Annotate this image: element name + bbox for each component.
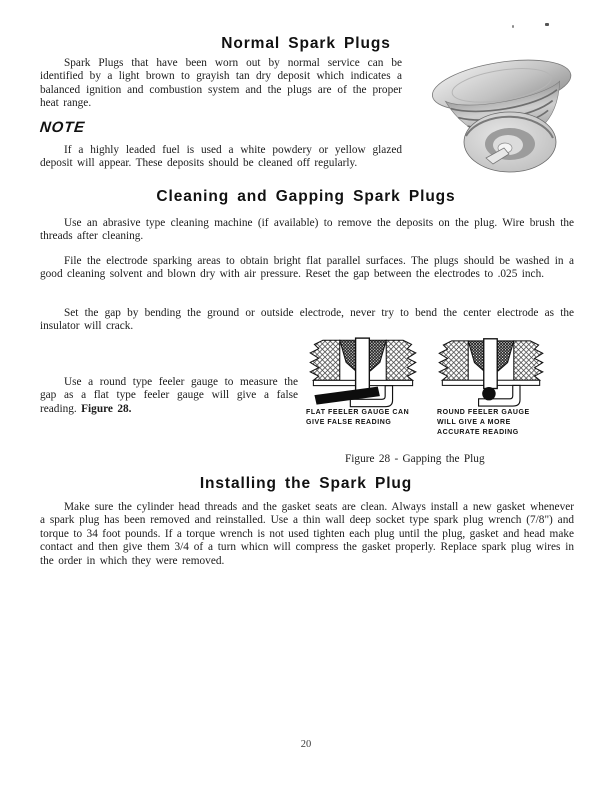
figure-28-caption: Figure 28 - Gapping the Plug bbox=[345, 453, 485, 465]
note-label: NOTE bbox=[39, 119, 86, 136]
flat-gauge-caption-line1: FLAT FEELER GAUGE CAN bbox=[306, 409, 410, 416]
paragraph-feeler-gauge bbox=[40, 376, 298, 416]
figure-28-reference: Figure 28. bbox=[81, 402, 132, 415]
paragraph-normal-wear: Spark Plugs that have been worn out by normal service can be identified by a light brown to grayish tan dry deposit which indicates a balanced ignition and combustion system and the plugs are of the proper heat range. bbox=[40, 57, 402, 110]
round-gauge-caption-line2: WILL GIVE A MORE bbox=[437, 419, 511, 426]
section-heading-cleaning-gapping: Cleaning and Gapping Spark Plugs bbox=[156, 188, 456, 205]
section-heading-normal-spark-plugs: Normal Spark Plugs bbox=[221, 35, 391, 52]
paragraph-abrasive-cleaning: Use an abrasive type cleaning machine (if available) to remove the deposits on the plug. Wire brush the threads after cleaning. bbox=[40, 217, 574, 243]
round-gauge-caption-line3: ACCURATE READING bbox=[437, 429, 519, 436]
paragraph-installing: Make sure the cylinder head threads and the gasket seats are clean. Always install a new gasket whenever a spark plug has been removed and reinstalled. Use a thin wall deep socket type spark plug wrench (7/8") and torque to 34 foot pounds. If a torque wrench is not used tighten each plug until the plug, gasket and head make contact and then give them 3/4 of a turn whicn will compress the gasket properly. Replace spark plug wires in the order in which they were removed. bbox=[40, 501, 574, 567]
scan-speck bbox=[545, 23, 549, 26]
flat-feeler-gauge-diagram bbox=[303, 336, 423, 406]
section-heading-installing: Installing the Spark Plug bbox=[199, 475, 413, 492]
round-gauge-caption bbox=[437, 408, 557, 438]
spark-plug-photo bbox=[426, 58, 586, 178]
paragraph-set-gap: Set the gap by bending the ground or outside electrode, never try to bend the center electrode as the insulator will crack. bbox=[40, 307, 574, 333]
flat-gauge-caption-line2: GIVE FALSE READING bbox=[306, 419, 392, 426]
round-feeler-gauge-diagram bbox=[433, 336, 549, 406]
paragraph-feeler-gauge-text: Use a round type feeler gauge to measure the gap as a flat type feeler gauge will give a false reading. bbox=[40, 376, 298, 415]
scan-speck bbox=[512, 25, 514, 28]
round-gauge-caption-line1: ROUND FEELER GAUGE bbox=[437, 409, 530, 416]
paragraph-note-leaded-fuel: If a highly leaded fuel is used a white powdery or yellow glazed deposit will appear. These deposits should be cleaned off regularly. bbox=[40, 144, 402, 170]
flat-gauge-caption bbox=[306, 408, 446, 428]
page-number: 20 bbox=[300, 739, 312, 750]
paragraph-file-electrodes: File the electrode sparking areas to obtain bright flat parallel surfaces. The plugs should be washed in a good cleaning solvent and blown dry with air pressure. Reset the gap between the electrodes to .025 inch. bbox=[40, 255, 574, 281]
